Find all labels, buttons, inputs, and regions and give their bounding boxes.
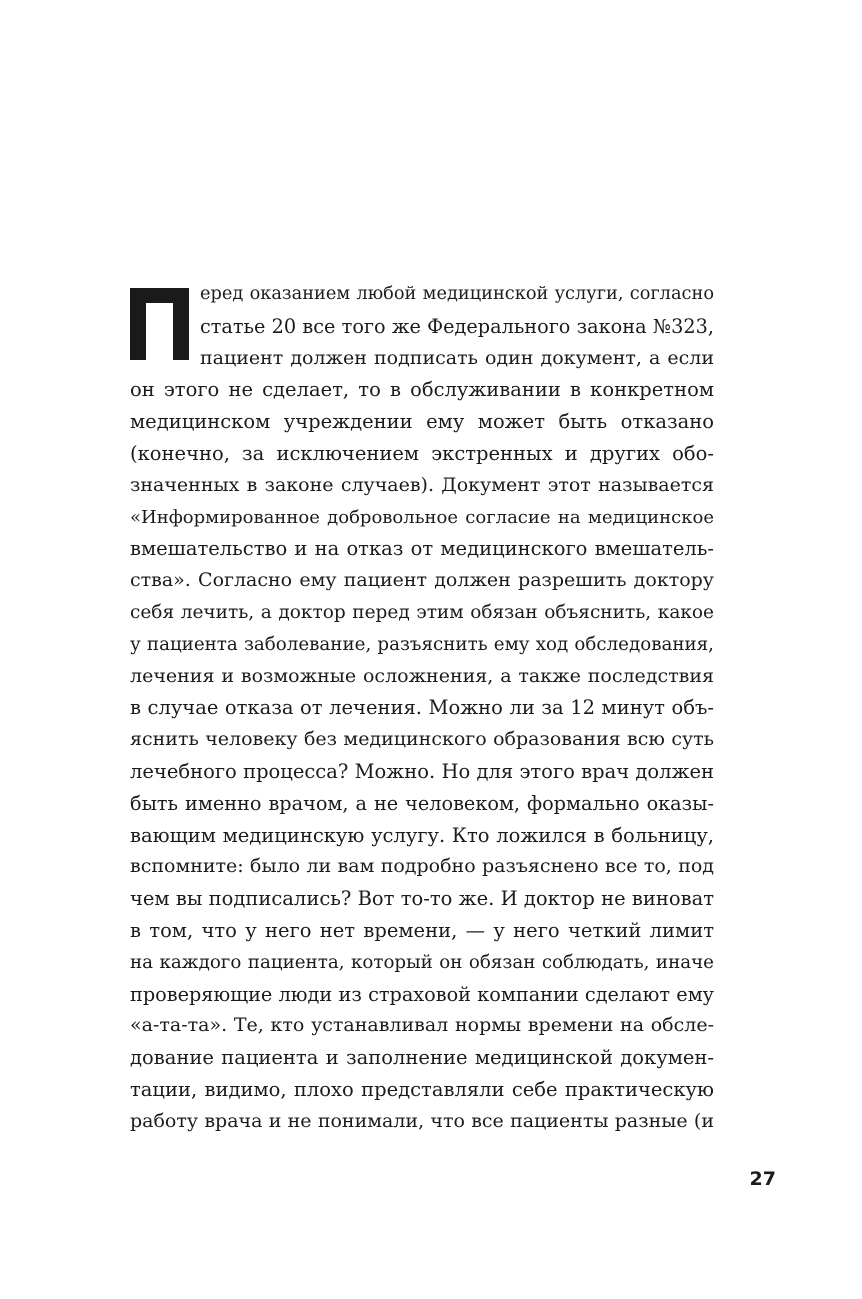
text-line: (конечно, за исключением экстренных и других обо- bbox=[130, 441, 714, 465]
text-line: работу врача и не понимали, что все пациенты разные (и bbox=[130, 1109, 714, 1132]
text-line: у пациента заболевание, разъяснить ему ход обследования, bbox=[130, 633, 714, 655]
text-line: пациент должен подписать один документ, а если bbox=[200, 346, 714, 369]
text-line: он этого не сделает, то в обслуживании в конкретном bbox=[130, 378, 714, 402]
text-line: яснить человеку без медицинского образования всю суть bbox=[130, 728, 714, 751]
text-line: еред оказанием любой медицинской услуги, согласно bbox=[200, 284, 714, 304]
text-line: ства». Согласно ему пациент должен разрешить доктору bbox=[130, 569, 714, 592]
text-line: на каждого пациента, который он обязан соблюдать, иначе bbox=[130, 951, 714, 973]
text-line: вмешательство и на отказ от медицинского вмешатель- bbox=[130, 537, 714, 561]
page-number: 27 bbox=[749, 1168, 776, 1190]
text-line: лечебного процесса? Можно. Но для этого врач должен bbox=[130, 759, 714, 783]
text-line: значенных в законе случаев). Документ этот называется bbox=[130, 473, 714, 496]
text-line: тации, видимо, плохо представляли себе практическую bbox=[130, 1077, 714, 1101]
text-line: статье 20 все того же Федерального закона №323, bbox=[200, 314, 714, 338]
text-line: быть именно врачом, а не человеком, формально оказы- bbox=[130, 791, 714, 815]
body-text bbox=[130, 279, 714, 1138]
text-line: вающим медицинскую услугу. Кто ложился в больницу, bbox=[130, 823, 714, 847]
text-line: проверяющие люди из страховой компании сделают ему bbox=[130, 982, 714, 1006]
text-line: себя лечить, а доктор перед этим обязан объяснить, какое bbox=[130, 601, 714, 623]
text-line: «а-та-та». Те, кто устанавливал нормы времени на обсле- bbox=[130, 1014, 714, 1037]
text-line: в том, что у него нет времени, — у него четкий лимит bbox=[130, 918, 714, 942]
text-line: чем вы подписались? Вот то-то же. И доктор не виноват bbox=[130, 887, 714, 911]
text-line: вспомните: было ли вам подробно разъяснено все то, под bbox=[130, 855, 714, 878]
text-line: «Информированное добровольное согласие на медицинское bbox=[130, 506, 714, 528]
text-line: медицинском учреждении ему может быть отказано bbox=[130, 410, 714, 434]
text-line: в случае отказа от лечения. Можно ли за 12 минут объ- bbox=[130, 696, 714, 720]
text-line: лечения и возможные осложнения, а также последствия bbox=[130, 664, 714, 687]
text-line: дование пациента и заполнение медицинской докумен- bbox=[130, 1046, 714, 1070]
